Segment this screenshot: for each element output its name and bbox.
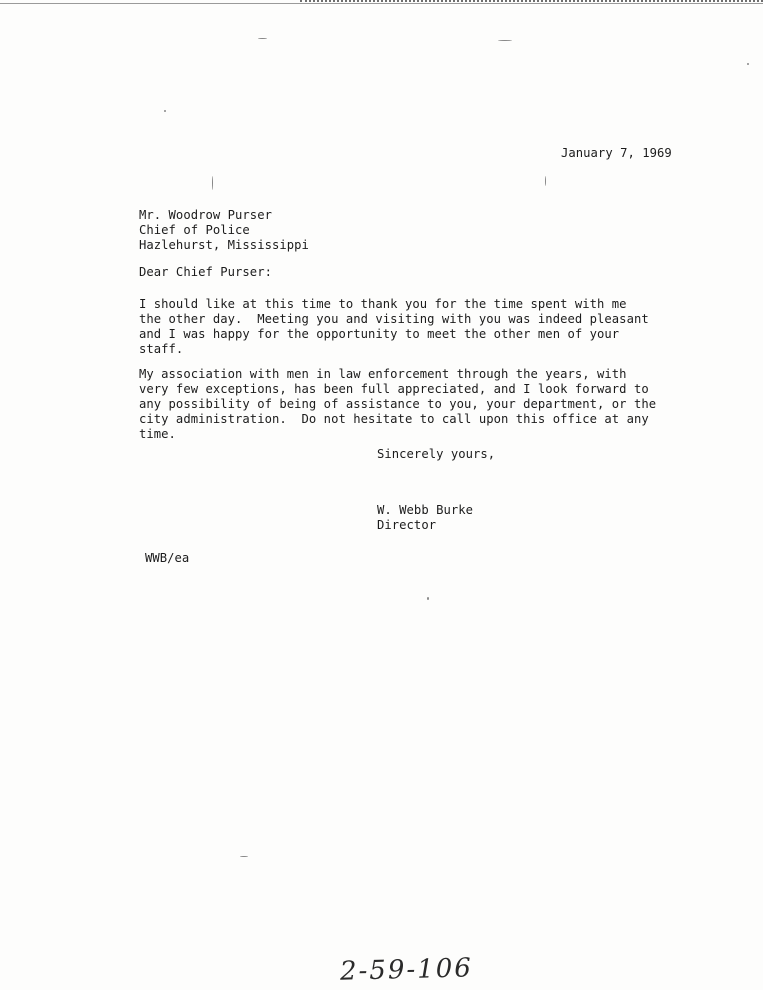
scan-speck	[427, 597, 429, 600]
scan-speck	[164, 110, 166, 112]
paragraph2-line: very few exceptions, has been full appreciated, and I look forward to	[139, 382, 649, 396]
paragraph1-line: staff.	[139, 342, 184, 356]
recipient-location: Hazlehurst, Mississippi	[139, 238, 309, 252]
scan-speck	[212, 176, 213, 190]
scan-speck	[747, 63, 749, 65]
paragraph2-line: any possibility of being of assistance to you, your department, or the	[139, 397, 657, 411]
paragraph2-line: My association with men in law enforcement through the years, with	[139, 367, 627, 381]
paragraph2-line: city administration. Do not hesitate to call upon this office at any	[139, 412, 649, 426]
scan-speck	[258, 38, 267, 39]
paragraph1-line: I should like at this time to thank you for the time spent with me	[139, 297, 627, 311]
salutation: Dear Chief Purser:	[139, 265, 272, 279]
paragraph1-line: the other day. Meeting you and visiting with you was indeed pleasant	[139, 312, 649, 326]
scan-speck	[545, 176, 546, 186]
recipient-title: Chief of Police	[139, 223, 250, 237]
recipient-name: Mr. Woodrow Purser	[139, 208, 272, 222]
typist-initials: WWB/ea	[145, 551, 190, 565]
signer-name: W. Webb Burke	[377, 503, 474, 517]
paragraph1-line: and I was happy for the opportunity to meet the other men of your	[139, 327, 620, 341]
top-edge-dots	[300, 0, 763, 6]
scan-speck	[498, 40, 512, 41]
scan-speck	[240, 856, 248, 857]
signer-title: Director	[377, 518, 437, 532]
handwritten-file-number: 2-59-106	[339, 953, 474, 987]
paragraph2-line: time.	[139, 427, 176, 441]
letter-date: January 7, 1969	[561, 146, 672, 160]
closing: Sincerely yours,	[377, 447, 496, 461]
